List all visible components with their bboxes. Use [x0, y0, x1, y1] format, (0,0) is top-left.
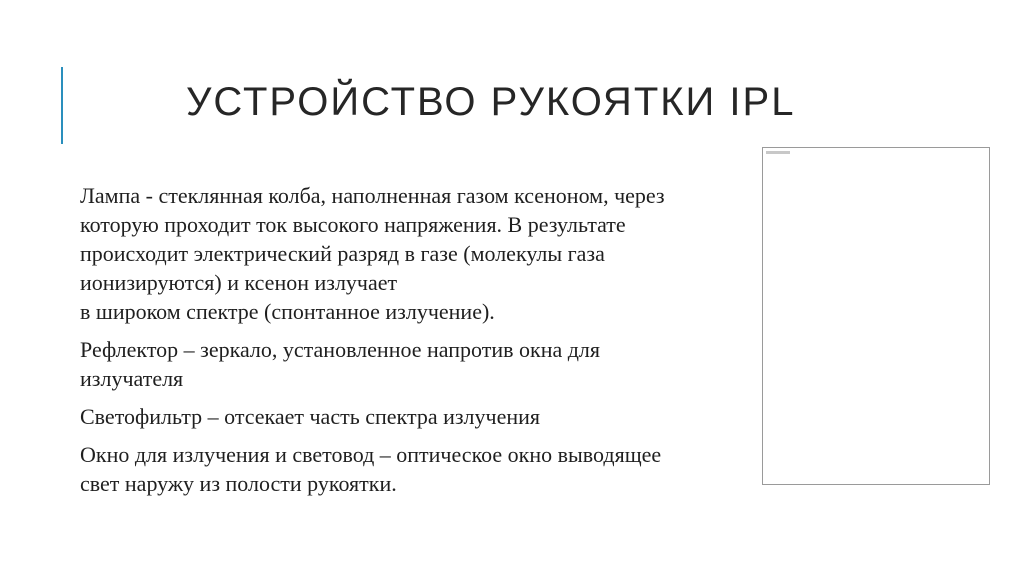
slide-title: УСТРОЙСТВО РУКОЯТКИ IPL: [186, 80, 796, 124]
text-line: излучателя: [80, 366, 184, 391]
text-line: Светофильтр – отсекает часть спектра излучения: [80, 404, 541, 429]
text-line: свет наружу из полости рукоятки.: [80, 471, 397, 496]
text-line: Рефлектор – зеркало, установленное напротив окна для: [80, 337, 601, 362]
text-line: ионизируются) и ксенон излучает: [80, 270, 398, 295]
image-placeholder: [762, 147, 990, 485]
text-line: в широком спектре (спонтанное излучение).: [80, 299, 495, 324]
text-line: которую проходит ток высокого напряжения. В результате: [80, 212, 626, 237]
paragraph-filter: [80, 402, 780, 431]
text-line: Окно для излучения и световод – оптическое окно выводящее: [80, 442, 662, 467]
slide-body: [80, 181, 780, 507]
paragraph-window: [80, 440, 780, 498]
paragraph-lamp: [80, 181, 780, 326]
text-line: Лампа - стеклянная колба, наполненная газом ксеноном, через: [80, 183, 665, 208]
image-placeholder-mark: [766, 151, 790, 154]
text-line: происходит электрический разряд в газе (молекулы газа: [80, 241, 605, 266]
title-accent-bar: [61, 67, 63, 144]
paragraph-reflector: [80, 335, 780, 393]
